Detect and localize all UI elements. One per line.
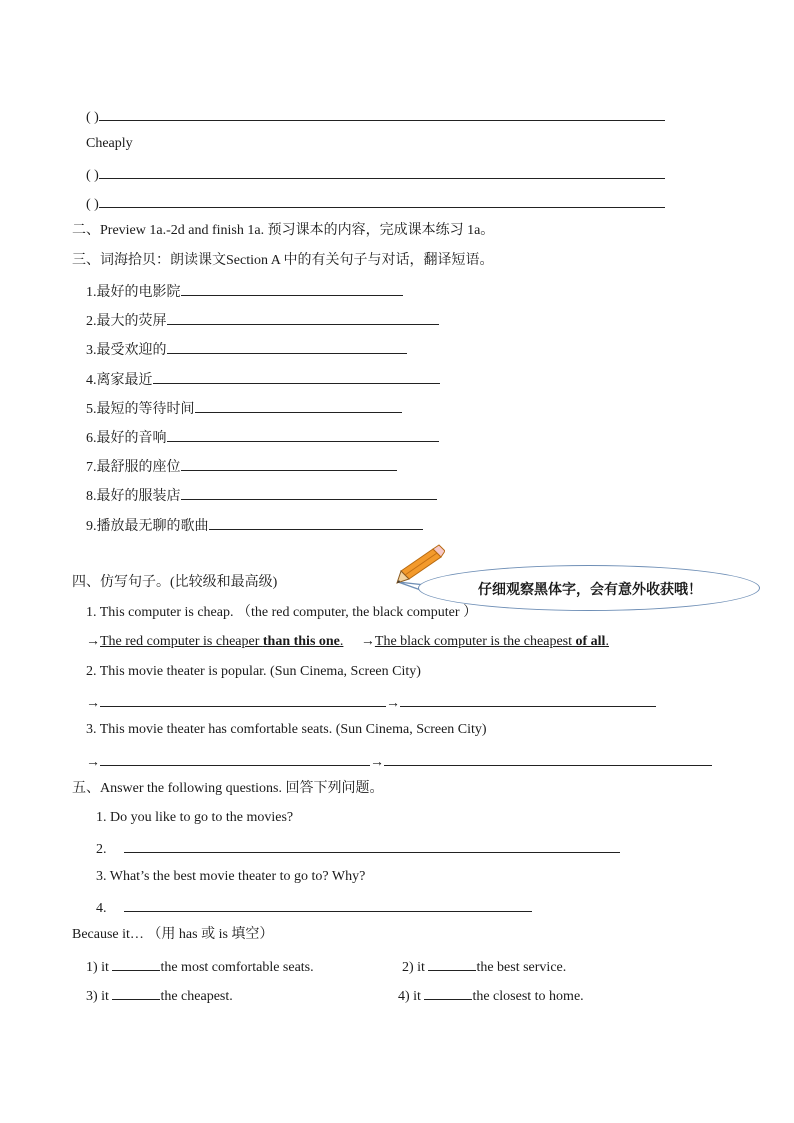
blank-line[interactable] <box>100 751 370 766</box>
arrow-icon: → <box>370 755 384 770</box>
fill-suffix: the closest to home. <box>472 989 584 1004</box>
example-text: . <box>605 634 609 649</box>
fill-suffix: the best service. <box>476 960 567 975</box>
example-text: The red computer is cheaper <box>100 634 263 649</box>
answer-line-q3 <box>86 751 712 769</box>
phrase-item <box>86 485 437 503</box>
callout-text: 仔细观察黑体字，会有意外收获哦！ <box>478 582 702 598</box>
paren-blank: ( ) <box>86 168 99 183</box>
answer-line-1 <box>86 106 665 124</box>
arrow-icon: → <box>86 696 100 711</box>
question-1: 1. Do you like to go to the movies? <box>96 810 294 825</box>
phrase-text: 2.最大的荧屏 <box>86 314 167 329</box>
fill-prefix: 4) it <box>398 989 425 1004</box>
answer-number: 2. <box>96 842 107 857</box>
blank-line[interactable] <box>124 897 532 912</box>
question-3: 3. What’s the best movie theater to go to? Why? <box>96 869 366 884</box>
answer-line-4 <box>96 897 532 915</box>
cheaply-label: Cheaply <box>86 136 133 151</box>
blank-line[interactable] <box>209 515 423 530</box>
rewrite-question-1: 1. This computer is cheap. （the red computer, the black computer ） <box>86 605 478 620</box>
answer-line-q2 <box>86 692 656 710</box>
phrase-item <box>86 427 439 445</box>
blank-line[interactable] <box>167 427 439 442</box>
phrase-item <box>86 456 397 474</box>
phrase-text: 1.最好的电影院 <box>86 285 181 300</box>
blank-line[interactable] <box>181 485 437 500</box>
example-text: . <box>339 634 344 649</box>
phrase-text: 9.播放最无聊的歌曲 <box>86 519 209 534</box>
section-5-heading: 五、Answer the following questions. 回答下列问题。 <box>72 781 384 796</box>
rewrite-question-2: 2. This movie theater is popular. (Sun Cinema, Screen City) <box>86 664 421 679</box>
phrase-text: 8.最好的服装店 <box>86 489 181 504</box>
phrase-text: 7.最舒服的座位 <box>86 460 181 475</box>
arrow-icon: → <box>386 696 400 711</box>
section-3-heading: 三、词海拾贝：朗读课文Section A 中的有关句子与对话，翻译短语。 <box>72 253 494 268</box>
example-text: The black computer is the cheapest <box>374 634 576 649</box>
blank-line[interactable] <box>99 106 665 121</box>
blank-line[interactable] <box>112 956 160 971</box>
fill-prefix: 1) it <box>86 960 113 975</box>
blank-line[interactable] <box>100 692 386 707</box>
phrase-item <box>86 515 423 533</box>
answer-line-2 <box>86 164 665 182</box>
phrase-item <box>86 339 407 357</box>
phrase-text: 5.最短的等待时间 <box>86 402 195 417</box>
blank-line[interactable] <box>99 193 665 208</box>
fill-item-3 <box>86 985 233 1003</box>
paren-blank: ( ) <box>86 197 99 212</box>
example-answer-comparative <box>100 634 343 649</box>
blank-line[interactable] <box>167 339 407 354</box>
phrase-text: 3.最受欢迎的 <box>86 343 167 358</box>
blank-line[interactable] <box>112 985 160 1000</box>
arrow-icon: → <box>86 634 100 649</box>
fill-item-2 <box>402 956 566 974</box>
phrase-item <box>86 369 440 387</box>
pencil-icon <box>393 543 445 585</box>
bold-keyword: than this one <box>262 634 340 649</box>
arrow-icon: → <box>360 634 375 649</box>
blank-line[interactable] <box>428 956 476 971</box>
blank-line[interactable] <box>181 456 397 471</box>
answer-line-2 <box>96 838 620 856</box>
phrase-item <box>86 310 439 328</box>
arrow-icon: → <box>86 755 100 770</box>
fill-prefix: 3) it <box>86 989 113 1004</box>
blank-line[interactable] <box>195 398 402 413</box>
phrase-item <box>86 281 403 299</box>
phrase-text: 6.最好的音响 <box>86 431 167 446</box>
fill-suffix: the cheapest. <box>160 989 233 1004</box>
blank-line[interactable] <box>124 838 620 853</box>
answer-number: 4. <box>96 901 107 916</box>
example-answer-superlative <box>375 634 609 649</box>
blank-line[interactable] <box>424 985 472 1000</box>
blank-line[interactable] <box>384 751 712 766</box>
section-2-heading: 二、Preview 1a.-2d and finish 1a. 预习课本的内容，完成课本练习 1a。 <box>72 223 495 238</box>
rewrite-question-3: 3. This movie theater has comfortable seats. (Sun Cinema, Screen City) <box>86 722 487 737</box>
fill-item-4 <box>398 985 584 1003</box>
because-instruction: Because it… （用 has 或 is 填空） <box>72 927 274 942</box>
example-answer-line <box>86 633 609 651</box>
blank-line[interactable] <box>99 164 665 179</box>
phrase-item <box>86 398 402 416</box>
blank-line[interactable] <box>153 369 440 384</box>
answer-line-3 <box>86 193 665 211</box>
paren-blank: ( ) <box>86 110 99 125</box>
bold-keyword: of all <box>575 634 606 649</box>
fill-suffix: the most comfortable seats. <box>160 960 314 975</box>
section-4-heading: 四、仿写句子。(比较级和最高级) <box>72 575 278 590</box>
blank-line[interactable] <box>400 692 656 707</box>
phrase-text: 4.离家最近 <box>86 373 153 388</box>
blank-line[interactable] <box>181 281 403 296</box>
blank-line[interactable] <box>167 310 439 325</box>
fill-item-1 <box>86 956 314 974</box>
fill-prefix: 2) it <box>402 960 429 975</box>
